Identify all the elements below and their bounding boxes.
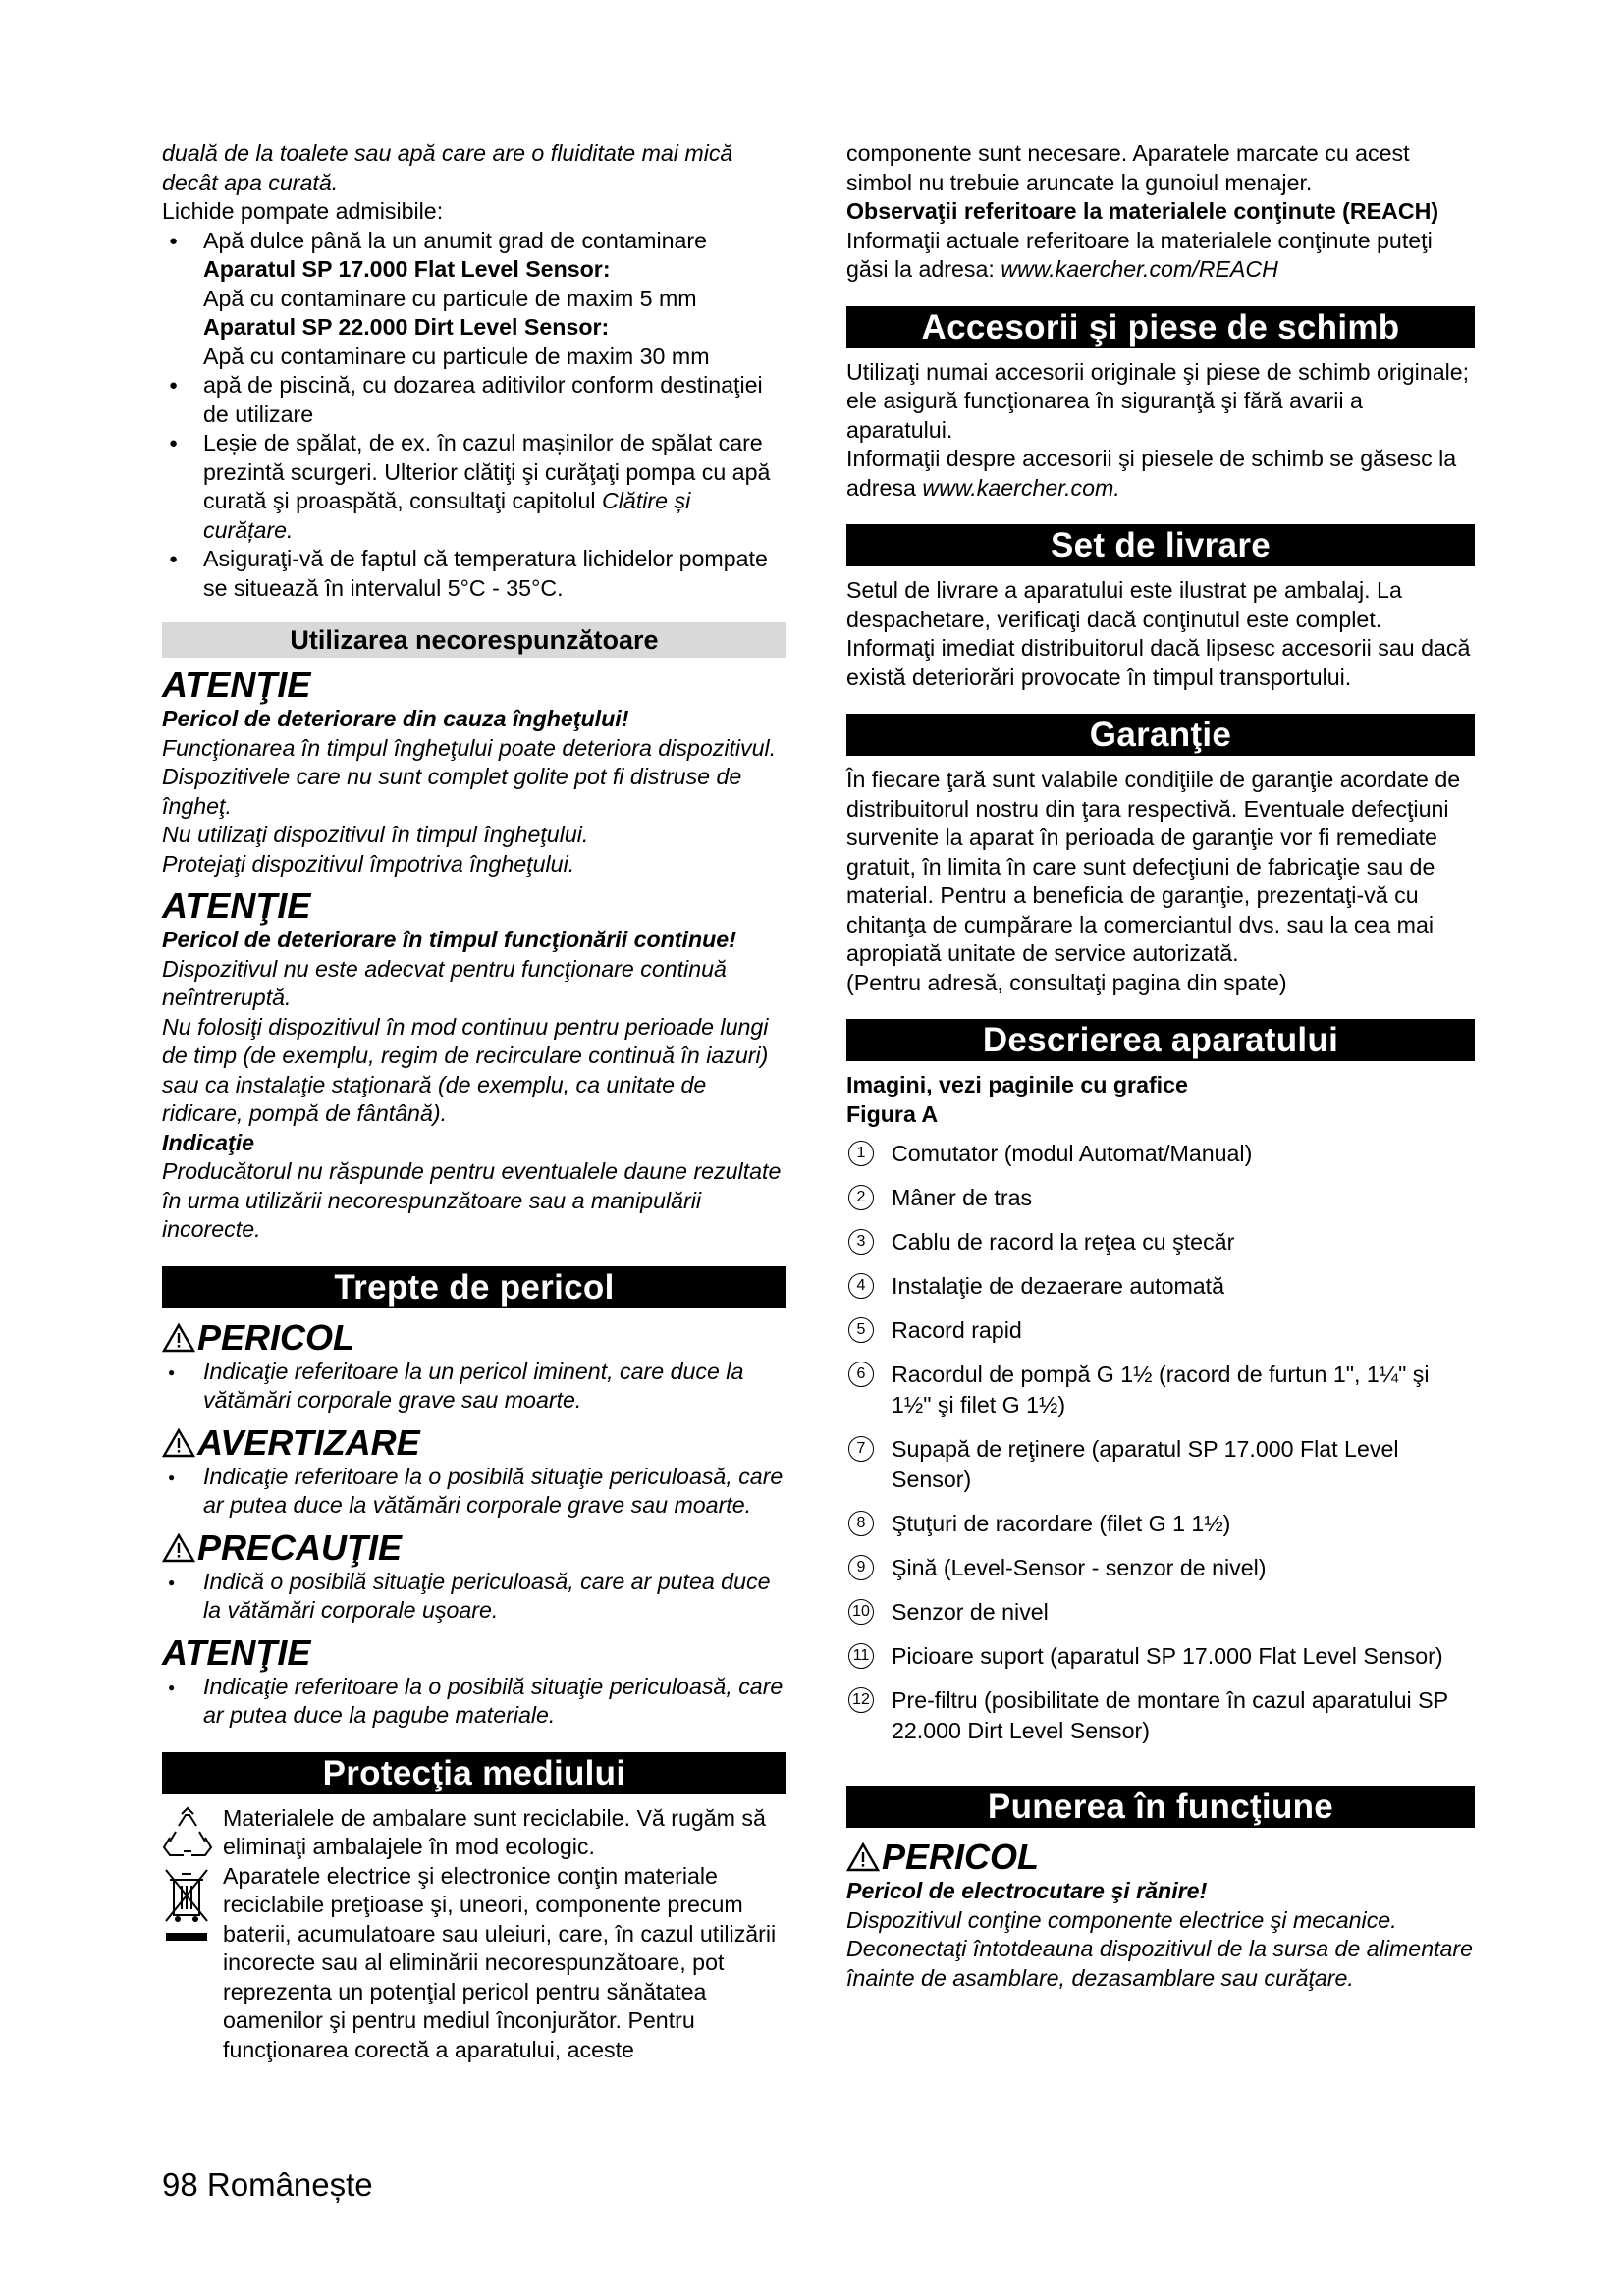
part-label: Picioare suport (aparatul SP 17.000 Flat Level Sensor) — [892, 1643, 1443, 1669]
sp22-label: Aparatul SP 22.000 Dirt Level Sensor: — [203, 314, 610, 340]
part-item — [846, 1183, 1475, 1213]
danger-label: PERICOL — [882, 1837, 1040, 1877]
part-label: Racord rapid — [892, 1317, 1022, 1343]
recycling-row — [162, 1804, 786, 1862]
list-item: ● Indicaţie referitoare la o posibilă situaţie periculoasă, care ar putea duce la vătămări corporale grave sau moarte. — [162, 1463, 786, 1521]
caution-list — [162, 1568, 786, 1626]
warning-heading — [162, 1423, 786, 1463]
part-item — [846, 1641, 1475, 1672]
warranty-address: (Pentru adresă, consultaţi pagina din spate) — [846, 969, 1287, 995]
list-item: ● Indicaţie referitoare la un pericol iminent, care duce la vătămări corporale grave sau moarte. — [162, 1358, 786, 1415]
part-number: 4 — [848, 1273, 874, 1299]
list-item — [162, 227, 786, 372]
sp22-text: Apă cu contaminare cu particule de maxim 30 mm — [203, 343, 710, 369]
part-label: Supapă de reţinere (aparatul SP 17.000 Flat Level Sensor) — [892, 1436, 1399, 1492]
part-label: Instalaţie de dezaerare automată — [892, 1273, 1225, 1299]
list-item: ● Indică o posibilă situaţie periculoasă, care ar putea duce la vătămări corporale uşoare. — [162, 1568, 786, 1626]
accessories-url[interactable]: www.kaercher.com. — [922, 474, 1120, 501]
part-label: Pre-filtru (posibilitate de montare în cazul aparatului SP 22.000 Dirt Level Sensor) — [892, 1687, 1448, 1743]
list-item: ● Asiguraţi-vă de faptul că temperatura lichidelor pompate se situează în intervalul 5°C - 35°C. — [162, 545, 786, 603]
part-item — [846, 1434, 1475, 1495]
part-number: 3 — [848, 1229, 874, 1255]
part-label: Senzor de nivel — [892, 1599, 1049, 1625]
attention-heading: ATENŢIE — [162, 665, 311, 705]
page-number: 98 — [162, 2166, 198, 2203]
note-heading: Indicaţie — [162, 1129, 255, 1155]
section-heading-start: Punerea în funcţiune — [846, 1786, 1475, 1828]
part-label: Mâner de tras — [892, 1185, 1033, 1210]
danger-heading — [846, 1838, 1475, 1877]
attention-heading: ATENŢIE — [162, 1631, 311, 1673]
continued-text: componente sunt necesare. Aparatele marcate cu acest simbol nu trebuie aruncate la gunoiul menajer. — [846, 140, 1410, 195]
warning-triangle-icon — [846, 1842, 880, 1872]
section-heading-warranty: Garanţie — [846, 714, 1475, 756]
footer-language: Românește — [206, 2166, 373, 2203]
danger-label: PERICOL — [197, 1316, 355, 1358]
part-number: 6 — [848, 1362, 874, 1387]
part-number: 7 — [848, 1436, 874, 1462]
section-heading-description: Descrierea aparatului — [846, 1019, 1475, 1061]
bullet-text: Leșie de spălat, de ex. în cazul mașinilor de spălat care prezintă scurgeri. Ulterior clătiţi şi curăţaţi pompa cu apă curată şi proaspătă, consultaţi capitolul — [203, 430, 771, 513]
part-number: 10 — [848, 1599, 874, 1625]
section-heading-misuse: Utilizarea necorespunzătoare — [162, 622, 786, 658]
chapter-ref: Clătire și curățare. — [203, 488, 691, 543]
part-item — [846, 1685, 1475, 1746]
part-label: Şină (Level-Sensor - senzor de nivel) — [892, 1555, 1267, 1580]
delivery-text: Setul de livrare a aparatului este ilustrat pe ambalaj. La despachetare, verificaţi dacă conţinutul este complet. Informaţi imediat distribuitorul dacă lipsesc accesorii sau dacă există deteriorări provocate în timpul transportului. — [846, 577, 1471, 690]
liquids-title: Lichide pompate admisibile: — [162, 198, 444, 224]
part-label: Comutator (modul Automat/Manual) — [892, 1141, 1253, 1166]
accessories-info-body: Informaţii despre accesorii şi piesele de schimb se găsesc la adresa — [846, 446, 1457, 501]
part-label: Cablu de racord la reţea cu ştecăr — [892, 1229, 1235, 1255]
warning-list — [162, 1463, 786, 1521]
caution-heading — [162, 1528, 786, 1568]
parts-list — [846, 1139, 1475, 1746]
section-heading-environment: Protecţia mediului — [162, 1752, 786, 1794]
part-number: 9 — [848, 1555, 874, 1580]
attention-text: Nu utilizaţi dispozitivul în timpul îngheţului. — [162, 822, 589, 847]
list-item: ● apă de piscină, cu dozarea aditivilor conform destinaţiei de utilizare — [162, 371, 786, 429]
part-item — [846, 1360, 1475, 1420]
part-number: 2 — [848, 1185, 874, 1210]
left-column — [162, 139, 786, 2064]
list-item — [162, 429, 786, 545]
part-number: 5 — [848, 1317, 874, 1343]
recycling-icon — [162, 1806, 213, 1861]
list-item: ● Indicaţie referitoare la o posibilă situaţie periculoasă, care ar putea duce la pagube materiale. — [162, 1673, 786, 1731]
part-number: 8 — [848, 1511, 874, 1536]
danger-text: Dispozitivul conţine componente electrice şi mecanice. Deconectaţi întotdeauna dispozitivul de la sursa de alimentare înainte de asamblare, dezasamblare sau curăţare. — [846, 1906, 1474, 1991]
part-number: 1 — [848, 1141, 874, 1166]
attention-title: Pericol de deteriorare din cauza îngheţului! — [162, 706, 629, 731]
part-item — [846, 1271, 1475, 1302]
part-label: Ştuţuri de racordare (filet G 1 1½) — [892, 1511, 1231, 1536]
page-footer — [162, 2165, 373, 2205]
attention-title: Pericol de deteriorare în timpul funcţionării continue! — [162, 927, 736, 952]
danger-title: Pericol de electrocutare şi rănire! — [846, 1878, 1208, 1903]
reach-title: Observaţii referitoare la materialele conţinute (REACH) — [846, 198, 1439, 224]
recycling-text: Materialele de ambalare sunt reciclabile. Vă rugăm să eliminaţi ambalajele în mod ecologic. — [223, 1804, 766, 1859]
sp17-text: Apă cu contaminare cu particule de maxim 5 mm — [203, 285, 697, 311]
weee-text: Aparatele electrice şi electronice conţin materiale reciclabile preţioase şi, uneori, componente precum baterii, acumulatoare sau uleiuri, care, în cazul utilizării incorecte sau al eliminării necorespunzătoare, pot reprezenta un potenţial pericol pentru sănătatea oamenilor şi pentru mediul înconjurător. Pentru funcţionarea corectă a aparatului, aceste — [223, 1862, 777, 2062]
right-column — [846, 139, 1475, 1993]
part-number: 11 — [848, 1643, 874, 1669]
intro-text: duală de la toalete sau apă care are o fluiditate mai mică decât apa curată. — [162, 140, 733, 195]
attention-list — [162, 1673, 786, 1731]
part-item — [846, 1553, 1475, 1583]
weee-row — [162, 1862, 786, 2065]
crossed-bin-icon — [162, 1864, 213, 1947]
attention-heading: ATENŢIE — [162, 885, 311, 926]
section-heading-accessories: Accesorii şi piese de schimb — [846, 306, 1475, 348]
figure-label: Figura A — [846, 1100, 939, 1127]
warranty-text: În fiecare ţară sunt valabile condiţiile de garanţie acordate de distribuitorul nostru din ţara respectivă. Eventuale defecţiuni survenite la aparat în perioada de garanţie vor fi remediate gratuit, în limita în care sunt defecţiuni de fabricaţie sau de material. Pentru a beneficia de garanţie, prezentaţi-vă cu chitanţa de cumpărare la comerciantul dvs. sau la cea mai apropiată unitate de service autorizată. — [846, 767, 1461, 966]
part-item — [846, 1139, 1475, 1169]
section-heading-delivery: Set de livrare — [846, 524, 1475, 566]
danger-heading — [162, 1318, 786, 1358]
attention-text: Dispozitivul nu este adecvat pentru funcţionare continuă neîntreruptă. — [162, 955, 727, 1010]
sp17-label: Aparatul SP 17.000 Flat Level Sensor: — [203, 256, 611, 282]
attention-text: Funcţionarea în timpul îngheţului poate deteriora dispozitivul. — [162, 734, 777, 761]
note-text: Producătorul nu răspunde pentru eventualele daune rezultate în urma utilizării necorespunzătoare sau a manipulării incorecte. — [162, 1158, 782, 1242]
reach-url[interactable]: www.kaercher.com/REACH — [1001, 256, 1278, 282]
part-item — [846, 1315, 1475, 1346]
bullet-text: Apă dulce până la un anumit grad de contaminare — [203, 227, 708, 253]
warning-triangle-icon — [162, 1428, 195, 1458]
section-heading-hazard-levels: Trepte de pericol — [162, 1266, 786, 1308]
part-item — [846, 1597, 1475, 1628]
caution-label: PRECAUŢIE — [197, 1526, 403, 1568]
accessories-info — [846, 445, 1475, 503]
part-label: Racordul de pompă G 1½ (racord de furtun 1", 1¼" şi 1½" şi filet G 1½) — [892, 1362, 1430, 1417]
reach-text — [846, 227, 1475, 285]
warning-triangle-icon — [162, 1323, 195, 1353]
reach-text-body: Informaţii actuale referitoare la materialele conţinute puteţi găsi la adresa: — [846, 227, 1433, 282]
part-number: 12 — [848, 1687, 874, 1713]
images-note: Imagini, vezi paginile cu grafice — [846, 1072, 1188, 1097]
liquids-list — [162, 227, 786, 604]
attention-text: Nu folosiţi dispozitivul în mod continuu pentru perioade lungi de timp (de exemplu, regim de recirculare continuă în iazuri) sau ca instalaţie staţionară (de exemplu, ca unitate de ridicare, pompă de fântână). — [162, 1013, 769, 1126]
attention-text: Protejaţi dispozitivul împotriva îngheţului. — [162, 850, 575, 877]
danger-list — [162, 1358, 786, 1415]
attention-text: Dispozitivele care nu sunt complet golite pot fi distruse de îngheţ. — [162, 764, 742, 819]
warning-label: AVERTIZARE — [197, 1421, 420, 1463]
warning-triangle-icon — [162, 1533, 195, 1563]
accessories-text: Utilizaţi numai accesorii originale şi piese de schimb originale; ele asigură funcţionarea în siguranţă şi fără avarii a aparatului. — [846, 358, 1470, 443]
part-item — [846, 1227, 1475, 1257]
part-item — [846, 1509, 1475, 1539]
